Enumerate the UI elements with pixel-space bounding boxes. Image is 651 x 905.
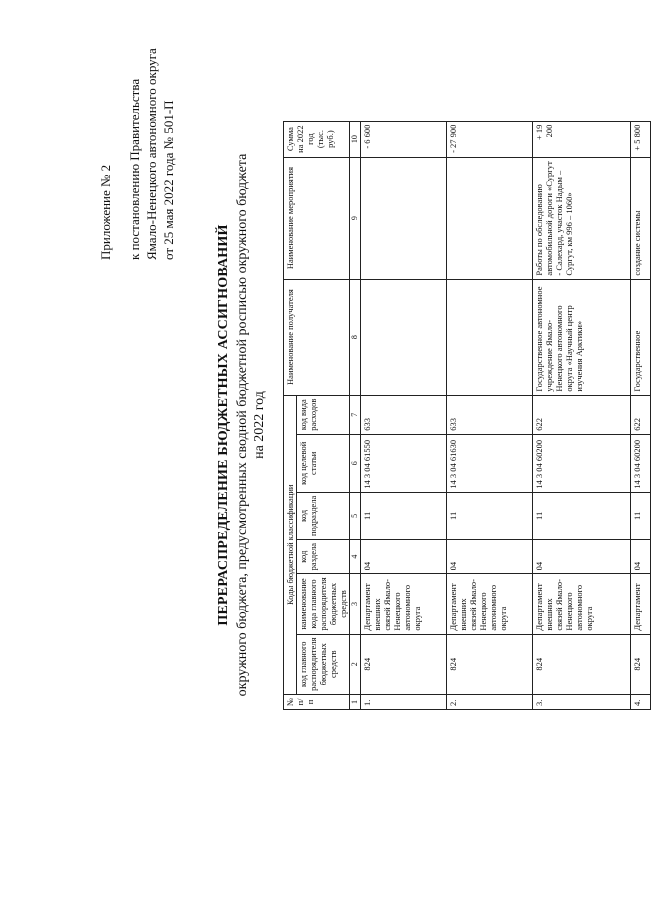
index-cell: 9	[350, 157, 361, 279]
row-recipient	[447, 279, 533, 395]
row-recipient	[361, 279, 447, 395]
budget-table	[283, 121, 651, 710]
row-event	[447, 157, 533, 279]
row-subsection: 11	[631, 492, 651, 539]
index-cell: 4	[350, 540, 361, 574]
row-expense: 633	[447, 395, 533, 434]
header-sum: Сумма на 2022 год (тыс. руб.)	[284, 121, 350, 157]
index-cell: 6	[350, 434, 361, 492]
index-row	[350, 121, 361, 709]
row-num: 2.	[447, 694, 533, 709]
row-event: создание системы	[631, 157, 651, 279]
row-recipient: Государственное	[631, 279, 651, 395]
row-target: 14 3 04 61630	[447, 434, 533, 492]
row-subsection: 11	[361, 492, 447, 539]
row-sum: - 6 600	[361, 121, 447, 157]
row-target: 14 3 04 61550	[361, 434, 447, 492]
row-expense: 622	[631, 395, 651, 434]
index-cell: 10	[350, 121, 361, 157]
index-cell: 8	[350, 279, 361, 395]
row-target: 14 3 04 60200	[631, 434, 651, 492]
header-section: код раздела	[297, 540, 350, 574]
appendix-line-3: от 25 мая 2022 года № 501-П	[161, 100, 176, 260]
document-year: на 2022 год	[252, 391, 267, 459]
document-subtitle: окружного бюджета, предусмотренных сводной бюджетной росписью окружного бюджета	[235, 153, 250, 697]
table-row	[631, 121, 651, 709]
row-code-gr: 824	[361, 634, 447, 694]
row-sum: - 27 900	[447, 121, 533, 157]
row-expense: 633	[361, 395, 447, 434]
row-code-gr: 824	[447, 634, 533, 694]
row-num: 3.	[533, 694, 631, 709]
index-cell: 3	[350, 574, 361, 634]
appendix-title: Приложение № 2	[98, 164, 113, 260]
header-code-gr: код главного распорядителя бюджетных средств	[297, 634, 350, 694]
row-name-gr: Департамент внешних связей Ямало-Ненецкого автономного округа	[533, 574, 631, 634]
table-row	[533, 121, 631, 709]
row-num: 4.	[631, 694, 651, 709]
index-cell: 1	[350, 694, 361, 709]
index-cell: 2	[350, 634, 361, 694]
header-subsection: код подраздела	[297, 492, 350, 539]
header-event: Наименование мероприятия	[284, 157, 350, 279]
header-row-1	[284, 121, 297, 709]
row-num: 1.	[361, 694, 447, 709]
row-target: 14 3 04 60200	[533, 434, 631, 492]
header-num: № п/п	[284, 694, 350, 709]
row-sum: + 5 800	[631, 121, 651, 157]
index-cell: 7	[350, 395, 361, 434]
row-recipient: Государственное автономное учреждение Ямало-Ненецкого автономного округа «Научный центр изучения Арктики»	[533, 279, 631, 395]
header-group: Коды бюджетной классификации	[284, 395, 297, 694]
row-expense: 622	[533, 395, 631, 434]
row-section: 04	[631, 540, 651, 574]
row-event: Работы по обследованию автомобильной дороги «Сургут - Салехард, участок Надым – Сургут, км 996 – 1060»	[533, 157, 631, 279]
row-name-gr: Департамент внешних связей Ямало-Ненецкого автономного округа	[361, 574, 447, 634]
row-section: 04	[533, 540, 631, 574]
appendix-line-2: Ямало-Ненецкого автономного округа	[144, 48, 159, 260]
appendix-line-1: к постановлению Правительства	[127, 78, 142, 260]
row-event	[361, 157, 447, 279]
index-cell: 5	[350, 492, 361, 539]
header-recipient: Наименование получателя	[284, 279, 350, 395]
row-section: 04	[361, 540, 447, 574]
header-expense: код вида расходов	[297, 395, 350, 434]
row-section: 04	[447, 540, 533, 574]
document-title: ПЕРЕРАСПРЕДЕЛЕНИЕ БЮДЖЕТНЫХ АССИГНОВАНИЙ	[216, 224, 231, 626]
table-row	[361, 121, 447, 709]
row-name-gr: Департамент внешних связей Ямало-Ненецкого автономного округа	[447, 574, 533, 634]
header-name-gr: наименование кода главного распорядителя бюджетных средств	[297, 574, 350, 634]
table-row	[447, 121, 533, 709]
row-subsection: 11	[533, 492, 631, 539]
row-code-gr: 824	[631, 634, 651, 694]
row-sum: + 19 200	[533, 121, 631, 157]
header-target: код целевой статьи	[297, 434, 350, 492]
row-name-gr: Департамент	[631, 574, 651, 634]
row-code-gr: 824	[533, 634, 631, 694]
row-subsection: 11	[447, 492, 533, 539]
